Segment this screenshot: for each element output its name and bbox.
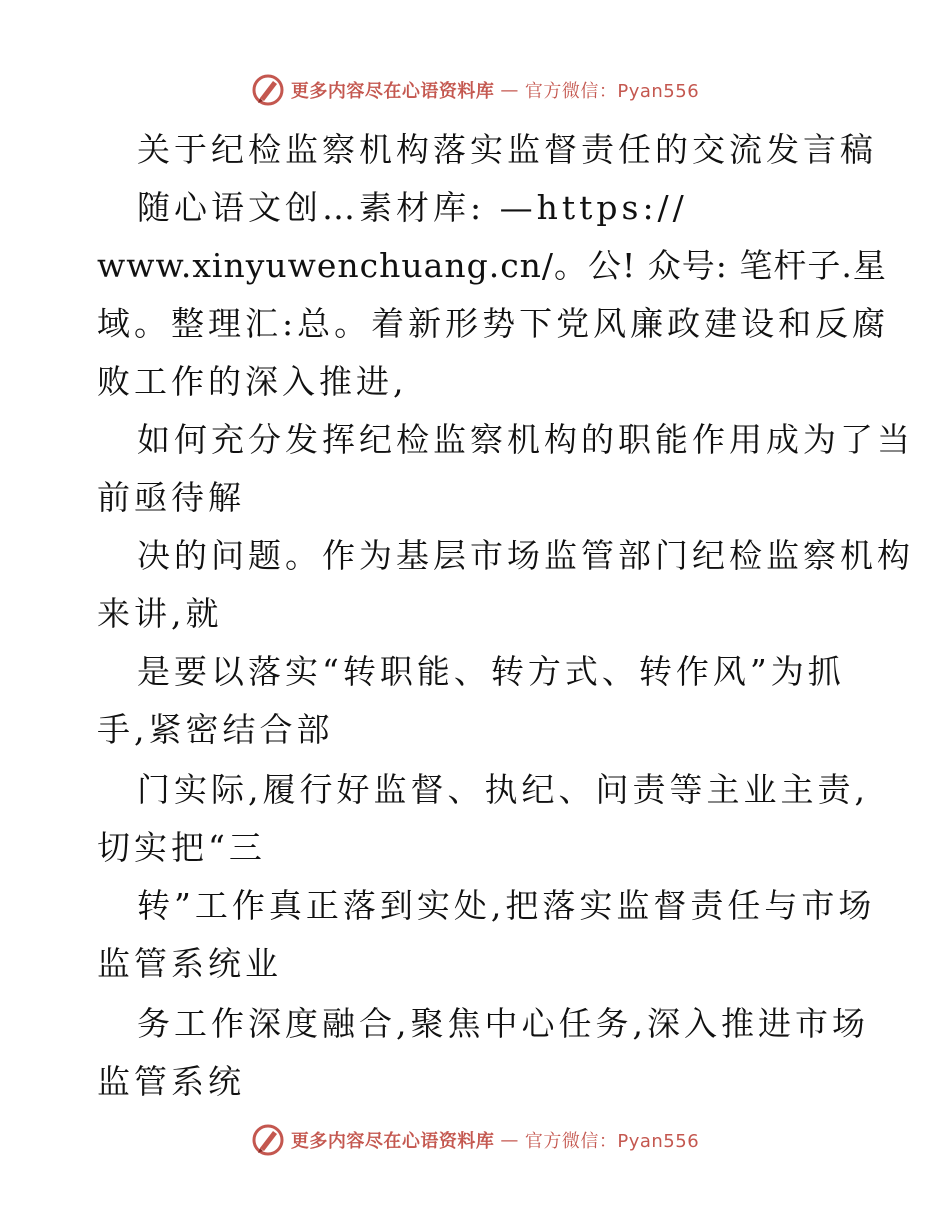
paragraph-line: 败工作的深入推进,: [97, 362, 408, 401]
paragraph-line: 切实把“三: [97, 828, 266, 867]
pen-logo-icon: [251, 73, 285, 107]
paragraph-line: 监管系统: [97, 1062, 245, 1101]
paragraph-line: 随心语文创…素材库: —https://: [137, 188, 688, 227]
paragraph-line: 如何充分发挥纪检监察机构的职能作用成为了当: [137, 420, 914, 459]
footer-banner-contact: 官方微信：Pyan556: [524, 1131, 700, 1152]
paragraph-line: 域。整理汇:总。着新形势下党风廉政建设和反腐: [97, 304, 890, 343]
paragraph-line: 监管系统业: [97, 944, 282, 983]
paragraph-line: 手,紧密结合部: [97, 710, 334, 749]
footer-banner-main: 更多内容尽在心语资料库: [290, 1131, 495, 1152]
paragraph-line: 前亟待解: [97, 478, 245, 517]
footer-banner-dash: —: [500, 1129, 519, 1151]
header-banner-contact: 官方微信：Pyan556: [524, 81, 700, 102]
header-watermark-banner: [0, 70, 950, 110]
paragraph-line: 转”工作真正落到实处,把落实监督责任与市场: [137, 886, 876, 925]
paragraph-line: 来讲,就: [97, 594, 223, 633]
header-banner-dash: —: [500, 79, 519, 101]
pen-logo-icon: [251, 1123, 285, 1157]
paragraph-line: 决的问题。作为基层市场监管部门纪检监察机构: [137, 536, 914, 575]
paragraph-line: www.xinyuwenchuang.cn/。公! 众号: 笔杆子.星: [97, 246, 887, 285]
paragraph-line: 门实际,履行好监督、执纪、问责等主业主责,: [137, 770, 869, 809]
header-banner-main: 更多内容尽在心语资料库: [290, 81, 495, 102]
paragraph-line: 是要以落实“转职能、转方式、转作风”为抓: [137, 652, 845, 691]
document-title: 关于纪检监察机构落实监督责任的交流发言稿: [137, 130, 877, 169]
footer-watermark-banner: [0, 1120, 950, 1160]
paragraph-line: 务工作深度融合,聚焦中心任务,深入推进市场: [137, 1004, 869, 1043]
